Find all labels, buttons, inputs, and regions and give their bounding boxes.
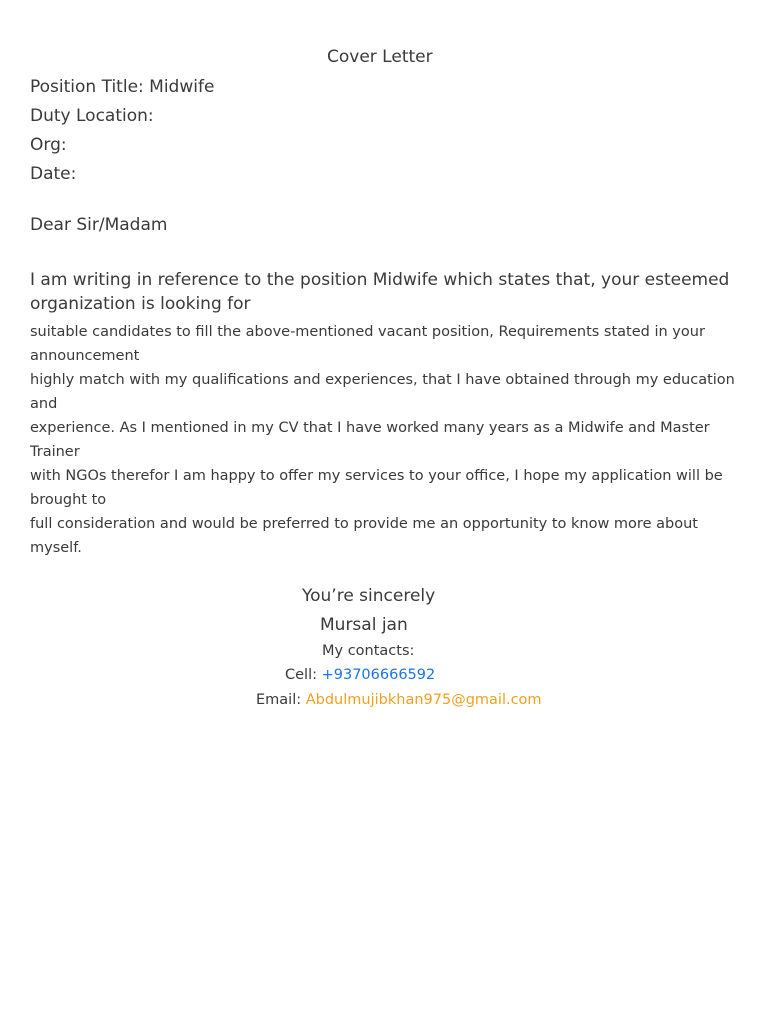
letter-title: Cover Letter (327, 47, 433, 67)
org-line: Org: (30, 135, 67, 155)
closing: You’re sincerely (302, 586, 436, 606)
cell-label: Cell: (285, 667, 317, 683)
body-line: with NGOs therefor I am happy to offer my services to your office, I hope my application will be brought to (30, 468, 723, 508)
phone-link[interactable]: +93706666592 (321, 667, 436, 683)
position-title-line: Position Title: Midwife (30, 77, 215, 97)
email-contact (256, 692, 542, 708)
salutation: Dear Sir/Madam (30, 215, 168, 235)
contacts-label: My contacts: (322, 643, 415, 659)
cell-contact (285, 667, 435, 683)
signature-name: Mursal jan (320, 615, 408, 635)
email-label: Email: (256, 692, 302, 708)
body-line: experience. As I mentioned in my CV that I have worked many years as a Midwife and Master Trainer (30, 420, 710, 460)
body-line: full consideration and would be preferred to provide me an opportunity to know more about myself. (30, 516, 698, 556)
body-line: highly match with my qualifications and experiences, that I have obtained through my education and (30, 372, 735, 412)
body-line: suitable candidates to fill the above-mentioned vacant position, Requirements stated in your announcement (30, 324, 705, 364)
email-link[interactable]: Abdulmujibkhan975@gmail.com (305, 692, 542, 708)
date-line: Date: (30, 164, 77, 184)
duty-location-line: Duty Location: (30, 106, 154, 126)
intro-paragraph: I am writing in reference to the position Midwife which states that, your esteemed organization is looking for (30, 270, 730, 314)
